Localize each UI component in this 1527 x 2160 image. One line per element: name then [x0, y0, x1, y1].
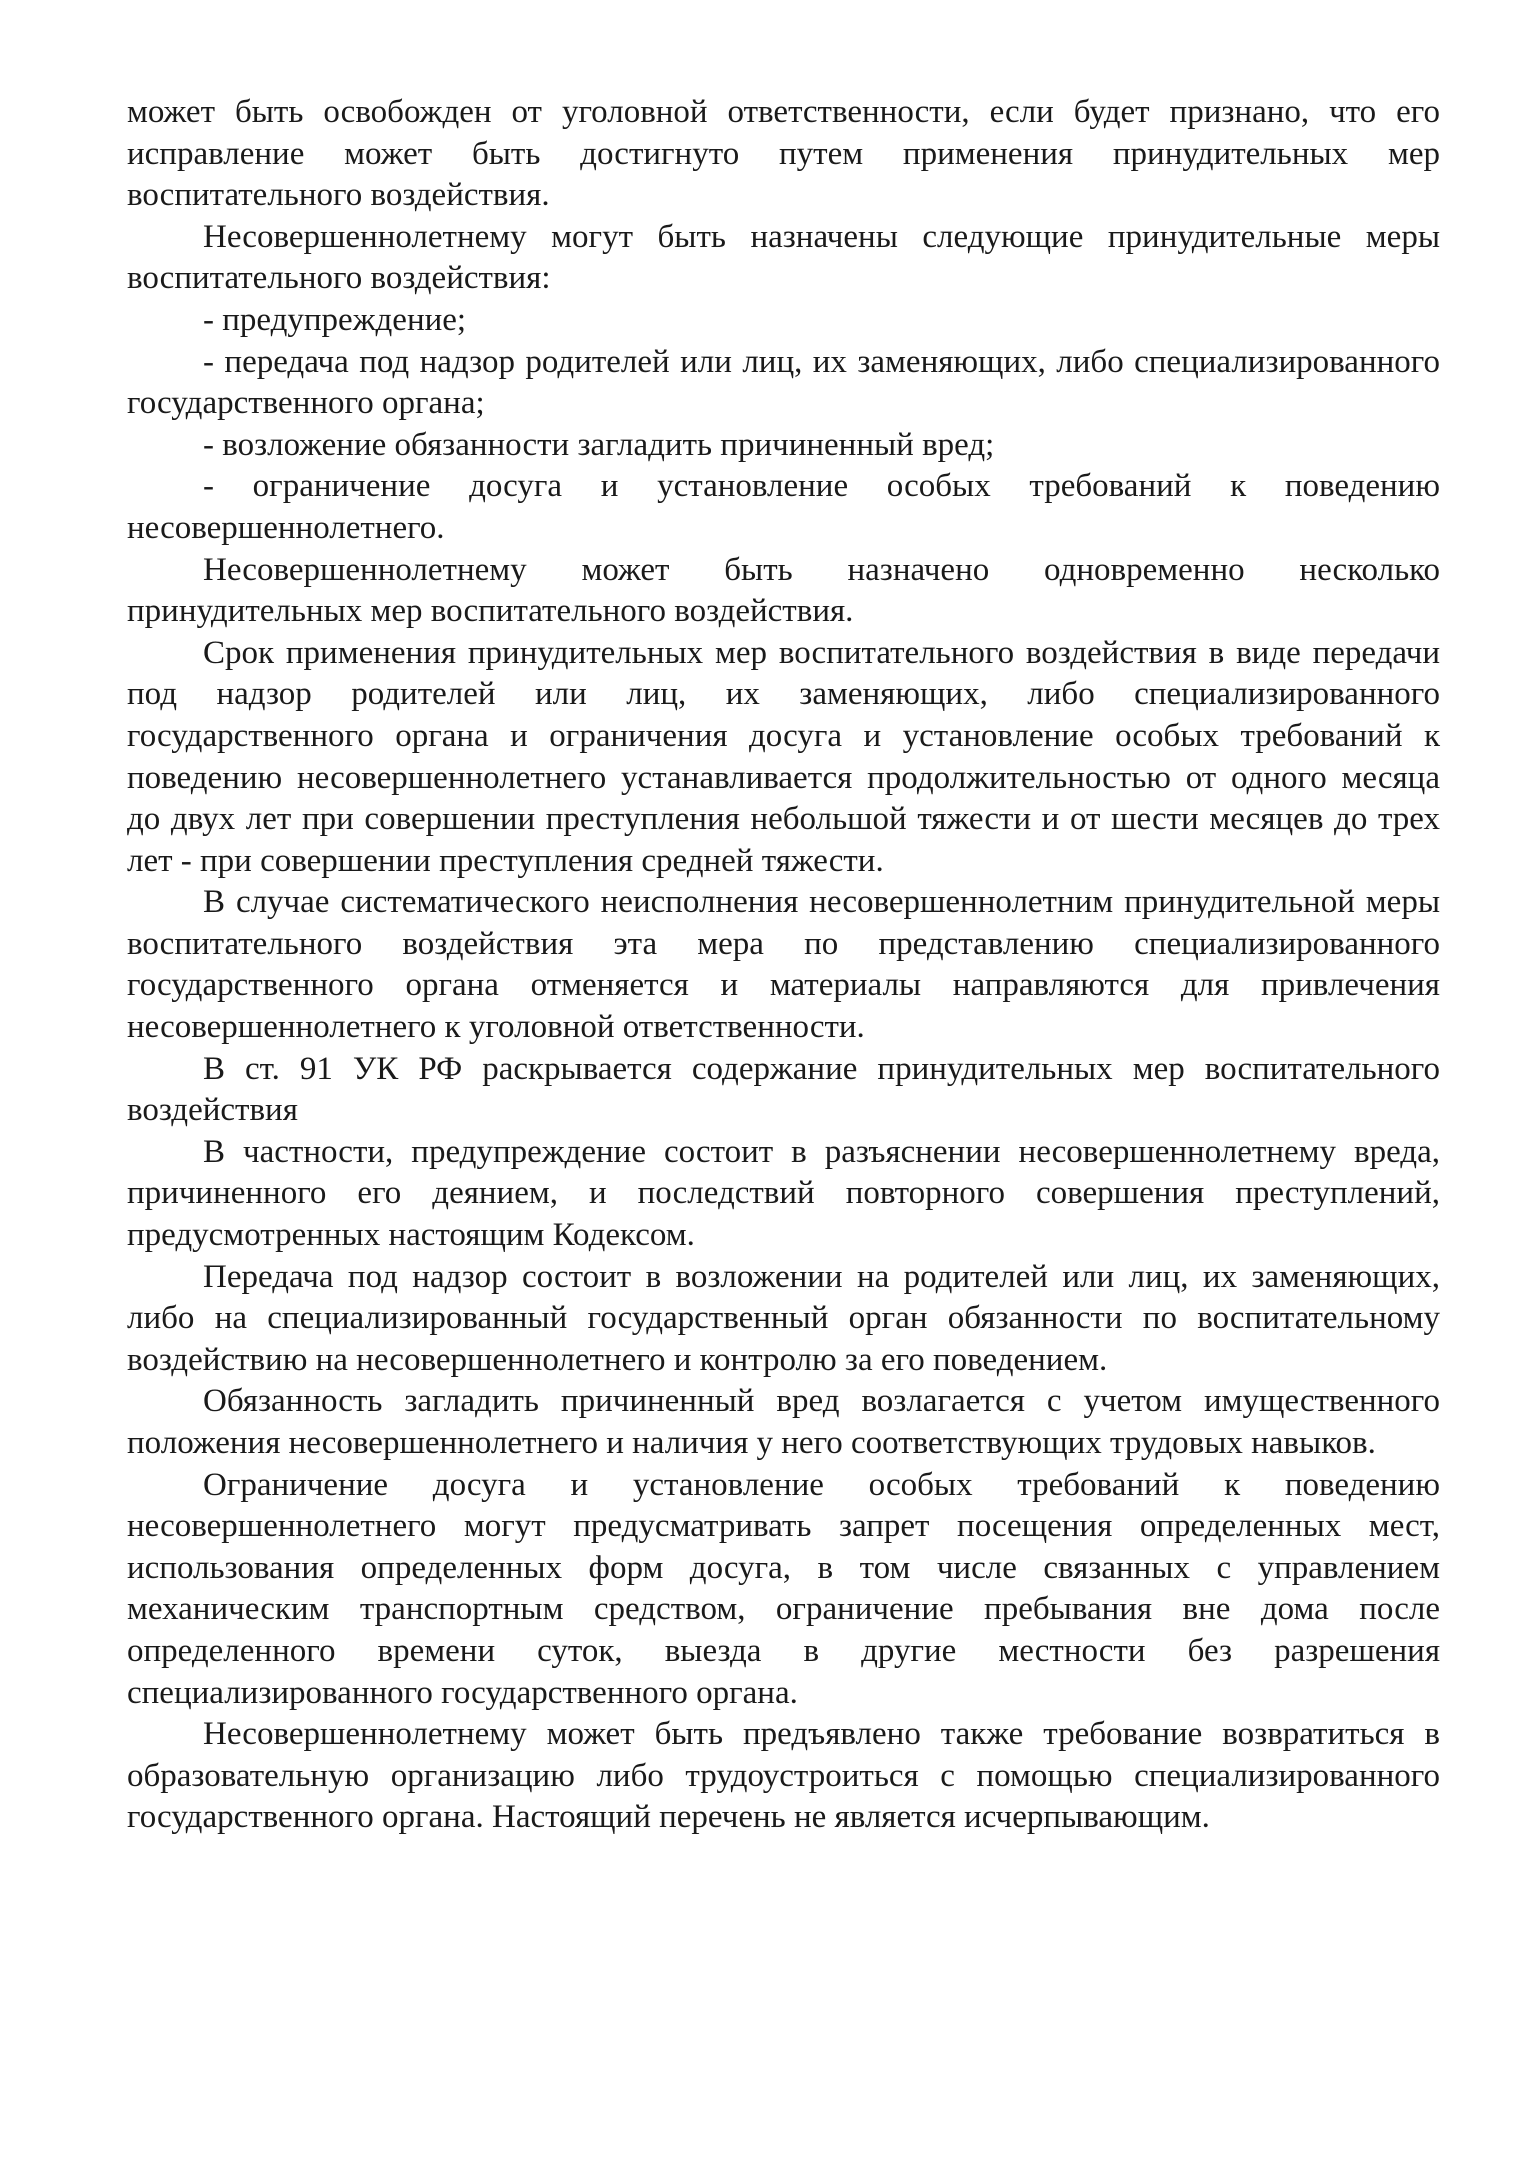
document-page — [127, 92, 1440, 1839]
list-item-leisure-restriction: - ограничение досуга и установление особых требований к поведению несовершеннолетнего. — [127, 468, 1440, 546]
paragraph-article-91: В ст. 91 УК РФ раскрывается содержание принудительных мер воспитательного воздействия — [127, 1050, 1440, 1129]
paragraph-term: Срок применения принудительных мер воспитательного воздействия в виде передачи под надзор родителей или лиц, их заменяющих, либо специализированного государственного органа и ограничения досуга и установление особых требований к поведению несовершеннолетнего устанавливается продолжительностью от одного месяца до двух лет при совершении преступления небольшой тяжести и от шести месяцев до трех лет - при совершении преступления средней тяжести. — [127, 634, 1440, 879]
paragraph-continuation: может быть освобожден от уголовной ответственности, если будет признано, что его исправление может быть достигнуто путем применения принудительных мер воспитательного воздействия. — [127, 94, 1440, 214]
paragraph-compensation-content: Обязанность загладить причиненный вред возлагается с учетом имущественного положения несовершеннолетнего и наличия у него соответствующих трудовых навыков. — [127, 1383, 1440, 1461]
list-item-supervision: - передача под надзор родителей или лиц, их заменяющих, либо специализированного государственного органа; — [127, 343, 1440, 422]
paragraph-systematic-failure: В случае систематического неисполнения несовершеннолетним принудительной меры воспитательного воздействия эта мера по представлению специализированного государственного органа отменяется и материалы направляются для привлечения несовершеннолетнего к уголовной ответственности. — [127, 884, 1440, 1046]
paragraph-additional-requirement: Несовершеннолетнему может быть предъявлено также требование возвратиться в образовательную организацию либо трудоустроиться с помощью специализированного государственного органа. Настоящий перечень не является исчерпывающим. — [127, 1716, 1440, 1836]
list-item-compensation: - возложение обязанности загладить причиненный вред; — [203, 426, 995, 463]
paragraph-multiple-measures: Несовершеннолетнему может быть назначено одновременно несколько принудительных мер воспитательного воздействия. — [127, 551, 1440, 630]
list-item-warning: - предупреждение; — [203, 301, 467, 338]
paragraph-leisure-content: Ограничение досуга и установление особых требований к поведению несовершеннолетнего могут предусматривать запрет посещения определенных мест, использования определенных форм досуга, в том числе связанных с управлением механическим транспортным средством, ограничение пребывания вне дома после определенного времени суток, выезда в другие местности без разрешения специализированного государственного органа. — [127, 1466, 1440, 1711]
paragraph-supervision-content: Передача под надзор состоит в возложении на родителей или лиц, их заменяющих, либо на специализированный государственный орган обязанности по воспитательному воздействию на несовершеннолетнего и контролю за его поведением. — [127, 1258, 1440, 1378]
paragraph-warning-content: В частности, предупреждение состоит в разъяснении несовершеннолетнему вреда, причиненного его деянием, и последствий повторного совершения преступлений, предусмотренных настоящим Кодексом. — [127, 1133, 1440, 1254]
paragraph-measures-intro: Несовершеннолетнему могут быть назначены следующие принудительные меры воспитательного воздействия: — [127, 218, 1440, 297]
